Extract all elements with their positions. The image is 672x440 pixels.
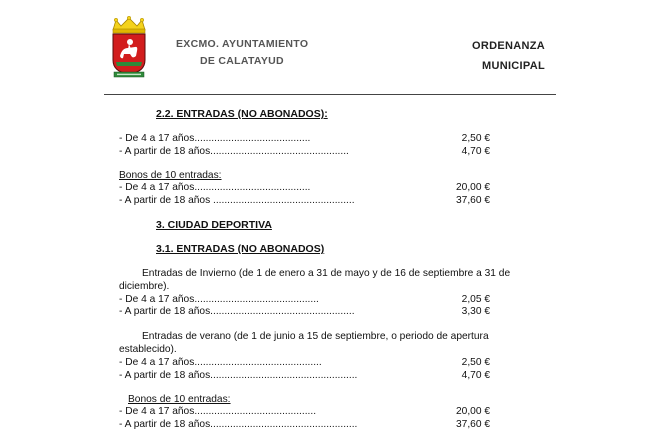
doc-type-line-1: ORDENANZA (472, 40, 545, 52)
section-3-1-title: 3.1. ENTRADAS (NO ABONADOS) (156, 243, 325, 255)
price-row-label: - De 4 a 17 años......................................... (119, 182, 311, 193)
price-row-label: - A partir de 18 años .................................................. (119, 195, 355, 206)
price-row-label: - A partir de 18 años.................................................... (119, 419, 358, 430)
price-row-value: 4,70 € (461, 370, 490, 381)
coat-of-arms-icon (108, 16, 150, 78)
section-2-2-title: 2.2. ENTRADAS (NO ABONADOS): (156, 108, 328, 120)
doc-type-line-2: MUNICIPAL (482, 60, 545, 72)
price-row-value: 2,50 € (461, 357, 490, 368)
bonos-title: Bonos de 10 entradas: (119, 170, 222, 181)
price-row-label: - De 4 a 17 años........................................... (119, 406, 317, 417)
price-row-value: 2,50 € (461, 133, 490, 144)
price-row-label: - De 4 a 17 años......................................... (119, 133, 311, 144)
price-row-value: 3,30 € (461, 306, 490, 317)
price-row-label: - De 4 a 17 años............................................ (119, 294, 319, 305)
price-row-label: - De 4 a 17 años............................................. (119, 357, 322, 368)
price-row-value: 2,05 € (461, 294, 490, 305)
price-row-label: - A partir de 18 años.................................................... (119, 370, 358, 381)
price-row-value: 20,00 € (456, 406, 490, 417)
summer-description-cont: establecido). (119, 344, 177, 355)
summer-description: Entradas de verano (de 1 de junio a 15 de septiembre, o periodo de apertura (142, 331, 489, 342)
municipality-line-2: DE CALATAYUD (200, 55, 284, 67)
winter-description: Entradas de Invierno (de 1 de enero a 31 de mayo y de 16 de septiembre a 31 de (142, 268, 511, 279)
municipality-line-1: EXCMO. AYUNTAMIENTO (176, 38, 309, 50)
bonos-title: Bonos de 10 entradas: (128, 394, 231, 405)
price-row-value: 20,00 € (456, 182, 490, 193)
header-divider (104, 94, 556, 95)
price-row-value: 37,60 € (456, 195, 490, 206)
price-row-label: - A partir de 18 años................................................. (119, 146, 349, 157)
price-row-value: 37,60 € (456, 419, 490, 430)
price-row-value: 4,70 € (461, 146, 490, 157)
section-3-title: 3. CIUDAD DEPORTIVA (156, 219, 272, 231)
price-row-label: - A partir de 18 años................................................... (119, 306, 355, 317)
winter-description-cont: diciembre). (119, 281, 170, 292)
